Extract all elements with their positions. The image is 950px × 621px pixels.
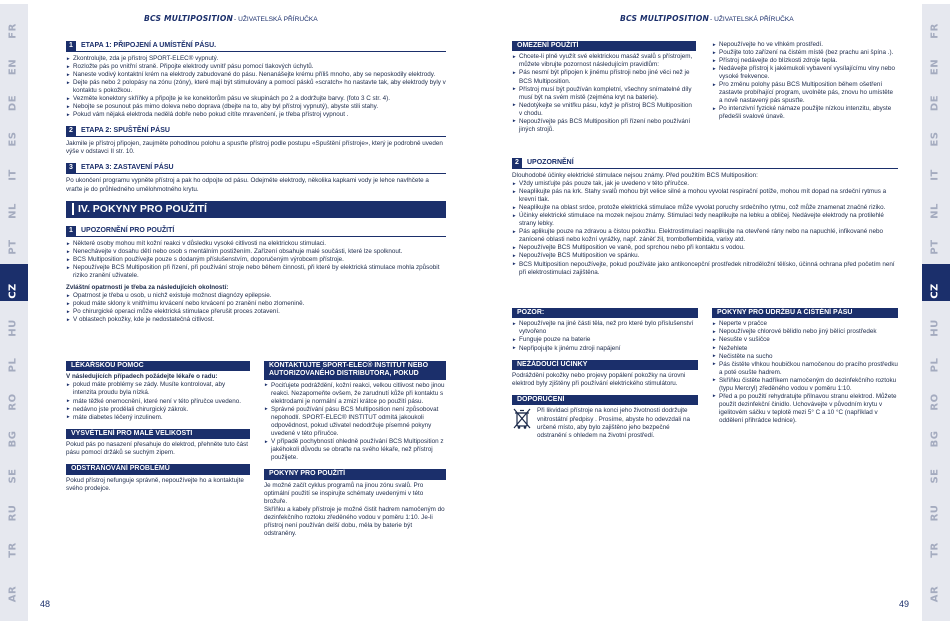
list-item: ► Nepoužívejte pás BCS Multiposition při řízení nebo používání jiných strojů. — [512, 118, 696, 134]
list-item: ► Naneste vodivý kontaktní krém na elektrody zabudované do pásu. Nenanášejte krému příliš mnoho, aby se neposkodily elektrody. — [66, 71, 446, 79]
step-2-text: Jakmile je přístroj připojen, zaujměte pohodlnou polohu a spusťte přístroj podle postupu «Spuštění přístroje», který je podrobně uveden výše v odstavci II str. 10. — [66, 140, 443, 156]
section-number: 2 — [66, 126, 76, 136]
right-page-col-a — [512, 308, 698, 447]
lang-tab-fr[interactable]: FR — [922, 4, 950, 58]
section-heading — [66, 41, 446, 52]
section-number: 1 — [66, 226, 76, 236]
list-item: ► Nepoužívejte BCS Multiposition ve spánku. — [512, 252, 898, 260]
page-number-left: 48 — [40, 599, 51, 609]
list-item: ► BCS Multiposition používejte pouze s dodaným příslušenstvím, doporučeným výrobcem přístroje. — [66, 256, 446, 264]
lang-tab-bg[interactable]: BG — [0, 412, 28, 466]
small-size-section — [66, 429, 250, 457]
chapter-title: IV. POKYNY PRO POUŽITÍ — [66, 201, 446, 218]
list-item: ► V případě pochybností ohledně používání BCS Multiposition z jakéhokoli důvodu se obraťte na svého lékaře, než přístroj použijete. — [264, 438, 446, 462]
lang-tab-bg[interactable]: BG — [922, 412, 950, 466]
limitations-section — [512, 41, 696, 134]
header-subtitle: - UŽIVATELSKÁ PŘÍRUČKA — [710, 16, 794, 23]
header-subtitle: - UŽIVATELSKÁ PŘÍRUČKA — [234, 16, 318, 23]
step-1-list — [66, 55, 446, 119]
usage-text: Je možné začít cyklus programů na jinou zónu svalů. Pro optimální použití se inspirujte schématy uvedenými v této brožuře. — [264, 481, 424, 505]
list-item: ► Účinky elektrické stimulace na mozek nejsou známy. Stimulaci tedy neaplikujte na lebku a obličej. Nedávejte elektrody na protilehlé strany lebky. — [512, 212, 898, 228]
lang-tab-pl[interactable]: PL — [922, 338, 950, 392]
section-number: 3 — [66, 163, 76, 173]
warning-2-section — [512, 158, 898, 277]
list-item: ► Nečistěte na sucho — [712, 353, 898, 361]
section-title: KONTAKTUJTE SPORT-ELEC® INSTITUT NEBO AUTORIZOVANÉHO DISTRIBUTORA, POKUD — [264, 361, 446, 380]
lang-tab-it[interactable]: IT — [0, 148, 28, 202]
list-item: ► Rozložte pás po vnitřní straně. Připojte elektrody uvnitř pásu pomocí tlakových úchytů. — [66, 63, 446, 71]
step-3-text: Po ukončení programu vypněte přístroj a pak ho odpojte od pásu. Odejměte elektrody, několika kapkami vody je lehce navlhčete a vraťte je do průhledného umělohmotného krytu. — [66, 177, 429, 193]
lang-tab-de[interactable]: DE — [922, 76, 950, 130]
section-title: ETAPA 3: ZASTAVENÍ PÁSU — [81, 163, 174, 171]
section-title: ETAPA 1: PŘIPOJENÍ A UMÍSTĚNÍ PÁSU. — [81, 41, 217, 49]
lang-tab-ar[interactable]: AR — [0, 567, 28, 621]
lang-tab-tr[interactable]: TR — [922, 523, 950, 577]
step-3-section — [66, 163, 446, 193]
lang-tab-pl[interactable]: PL — [0, 338, 28, 392]
list-item: ► Pás aplikujte pouze na zdravou a čistou pokožku. Elektrostimulaci neaplikujte na otevřené rány nebo na napuchlé, infikované nebo zanícené oblasti nebo kožní vyrážky, např. záněť žil, tromboflembitida, varixy atd. — [512, 228, 898, 244]
list-item: ► Některé osoby mohou mít kožní reakci v důsledku vysoké citlivosti na elektrickou stimulaci. — [66, 240, 446, 248]
warnings-list — [66, 240, 446, 280]
warning-2-intro: Dlouhodobé účinky elektrické stimulace nejsou známy. Před použitím BCS Multiposition: — [512, 172, 758, 179]
list-item: ► Správné používání pásu BCS Multiposition není způsobovat nepohodlí. SPORT-ELEC® INSTITUT odmítá jakoukoli odpovědnost, pokud uživatel nedodržuje písemné pokyny uvedené v této příručce. — [264, 406, 446, 438]
section-heading — [66, 226, 446, 237]
limitations-list-continued — [712, 41, 898, 121]
list-item: ► Chcete-li plně využít své elektrickou masáž svalů s přístrojem, můžete vibrujte pozornost následujícím pravidlům: — [512, 53, 696, 69]
list-item: ► pokud máte problémy se zády. Musíte kontrolovat, aby intenzita proudu byla nízká. — [66, 381, 250, 397]
list-item: ► Nežehlete — [712, 345, 898, 353]
warning-2-list — [512, 180, 898, 277]
list-item: ► Přístroj musí být používán kompletní, všechny snímatelné díly musí být na svém místě (zejména kryt na baterie). — [512, 86, 696, 102]
list-item: ► V oblastech pokožky, kde je nedostatečná citlivost. — [66, 316, 446, 324]
side-effects-section — [512, 360, 698, 388]
left-page-col-b — [264, 361, 446, 545]
usage-section — [264, 469, 446, 538]
section-title: OMEZENÍ POUŽITÍ — [512, 41, 696, 51]
list-item: ► BCS Multiposition nepoužívejte, pokud používáte jako antikoncepční prostředek nitroděložní tělísko, účinná ochrana před početím není při elektrostimulaci zajištěna. — [512, 261, 898, 277]
lang-tab-en[interactable]: EN — [922, 40, 950, 94]
list-item: ► Nenechávejte v dosahu dětí nebo osob s mentálním postižením. Zařízení obsahuje malé součásti, které lze spolknout. — [66, 248, 446, 256]
left-page-col-a — [66, 361, 250, 500]
list-item: ► Dejte pás nebo 2 polopásy na zónu (zóny), které mají být stimulovány a pomocí pásků «scratch» ho nastavte tak, aby elektrody byly v kontaktu s pokožkou. — [66, 79, 446, 95]
lang-tab-tr[interactable]: TR — [0, 523, 28, 577]
lang-tab-pt[interactable]: PT — [0, 220, 28, 274]
side-effects-text: Podráždění pokožky nebo projevy popálení pokožky na úrovni elektrod byly zjištěny při používání elektrického stimulátoru. — [512, 371, 686, 388]
list-item: ► Vždy umisťujte pás pouze tak, jak je uvedeno v této příručce. — [512, 180, 898, 188]
list-item: ► nedávno jste prodělali chirurgický zákrok. — [66, 406, 250, 414]
list-item: ► Po chirurgické operaci může elektrická stimulace přerušit proces zotavení. — [66, 308, 446, 316]
usage-text: Skříňku a kabely přístroje je možné čistit hadrem namočeným do dezinfekčního roztoku zředěného vodou v poměru 1:10. Je-li přístroj není používán delší dobu, měla by baterie být odstraněny. — [264, 505, 445, 537]
doctor-list — [66, 381, 250, 421]
list-item: ► Funguje pouze na baterie — [512, 336, 698, 344]
list-item: ► pokud máte sklony k vnitřnímu krvácení nebo krvácení po zranění nebo zlomenině. — [66, 300, 446, 308]
lang-tab-de[interactable]: DE — [0, 76, 28, 130]
lang-tab-se[interactable]: SE — [0, 449, 28, 503]
small-size-text: Pokud pás po nasazení přesahuje do elektrod, přehněte tuto část pásu pomocí držáků se suchým zipem. — [66, 441, 249, 457]
list-item: ► Nepoužívejte ho ve vlhkém prostředí. — [712, 41, 898, 49]
troubleshoot-section — [66, 464, 250, 492]
section-title: ETAPA 2: SPUŠTĚNÍ PÁSU — [81, 126, 170, 134]
brand-logo: BCS MULTIPOSITION — [620, 14, 710, 23]
lang-tab-es[interactable]: ES — [0, 112, 28, 166]
list-item: ► Přístroj nedávejte do blízkosti zdroje tepla. — [712, 57, 898, 65]
list-item: ► Skříňku čistěte hadříkem namočeným do dezinfekčního roztoku (typu Mercryl) zředěného vodou v poměru 1:10. — [712, 377, 898, 393]
list-item: ► Pás nesmí být připojen k jinému přístroji nebo jiné věci než je BCS Multiposition. — [512, 69, 696, 85]
attention-section — [512, 308, 698, 353]
special-care-heading: Zvláštní opatrnosti je třeba za následujících okolností: — [66, 284, 229, 292]
lang-tab-nl[interactable]: NL — [922, 184, 950, 238]
lang-tab-ro[interactable]: RO — [0, 375, 28, 429]
right-page-header — [620, 14, 794, 26]
lang-tab-ru[interactable]: RU — [922, 486, 950, 540]
list-item: ► Nepoužívejte chlorové bělidlo nebo jiný bělící prostředek — [712, 328, 898, 336]
section-heading — [66, 163, 446, 174]
contact-list — [264, 382, 446, 462]
brand-logo: BCS MULTIPOSITION — [144, 14, 234, 23]
section-title: POKYNY PRO ÚDRŽBU A ČIŠTĚNÍ PÁSU — [712, 308, 898, 318]
lang-tab-hu[interactable]: HU — [0, 301, 28, 355]
left-page-top — [66, 41, 446, 331]
list-item: ► Nepoužívejte na jiné části těla, než pro které bylo příslušenství vytvořeno — [512, 320, 698, 336]
lang-tab-hu[interactable]: HU — [922, 301, 950, 355]
list-item: ► Pro změnu polohy pásu BCS Multiposition během ošetření zastavte probíhající program, uvolněte pás, znovu ho umístěte a nově nastavený pás spusťte. — [712, 81, 898, 105]
lang-tab-cz[interactable]: CZ — [922, 264, 950, 318]
lang-tab-es[interactable]: ES — [922, 112, 950, 166]
section-number: 2 — [512, 158, 522, 168]
list-item: ► Nebojte se posunout pás mimo doleva nebo doprava (dbejte na to, aby byl přístroj vypnutý), abyste stili stahy. — [66, 103, 446, 111]
list-item: ► Pociťujete podráždění, kožní reakci, velkou citlivost nebo jinou reakci. Nezapomeňte ovšem, že zarudnutí kůže při kontaktu s elektrodami je normální a zmizí krátce po použití pásu. — [264, 382, 446, 406]
section-heading — [512, 158, 898, 169]
list-item: ► Nepřipojujte k jinému zdroji napájení — [512, 345, 698, 353]
list-item: ► Neperte v pračce — [712, 320, 898, 328]
right-page-col-b — [712, 308, 898, 432]
lang-tab-cz[interactable]: CZ — [0, 264, 28, 318]
list-item: ► Po intenzivní fyzické námaze použijte nízkou intenzitu, abyste předešli svalové únavě. — [712, 105, 898, 121]
doctor-section — [66, 361, 250, 422]
limitations-list — [512, 53, 696, 133]
right-page-limitations-a — [512, 41, 696, 141]
lang-tab-it[interactable]: IT — [922, 148, 950, 202]
section-title: POKYNY PRO POUŽITÍ — [264, 469, 446, 479]
lang-tab-en[interactable]: EN — [0, 40, 28, 94]
list-item: ► máte diabetes léčený inzulinem. — [66, 414, 250, 422]
recommendation-section — [512, 395, 698, 440]
section-heading — [66, 126, 446, 137]
list-item: ► Nepoužívejte BCS Multiposition při řízení, při používání stroje nebo během činnosti, při které by elektrická stimulace mohla způsobit riziko zranění uživatele. — [66, 264, 446, 280]
doctor-intro: V následujících případech požádejte lékaře o radu: — [66, 373, 218, 381]
right-page-warning — [512, 158, 898, 284]
recommendation-text: Při likvidaci přístroje na konci jeho životnosti dodržujte vnitrostátní předpisy . Prosíme, abyste ho odevzdali na určené místo, aby bylo zajištěno jeho bezpečné odstranění s ohledem na životní prostředí. — [537, 407, 690, 439]
section-title: UPOZORNĚNÍ — [527, 158, 574, 166]
step-2-section — [66, 126, 446, 156]
section-title: LÉKAŘSKOU POMOC — [66, 361, 250, 371]
section-title: ODSTRAŇOVÁNÍ PROBLÉMŮ — [66, 464, 250, 474]
list-item: ► Vezměte konektory skříňky a připojte je ke konektorům pásu ve skupinách po 2 a dodržujte barvy. (foto 3 C str. 4). — [66, 95, 446, 103]
section-title: POZOR: — [512, 308, 698, 318]
list-item: ► Pokud vám nějaká elektroda nedělá dobře nebo pokud cítíte mravenčení, je třeba přístroj vypnout . — [66, 111, 446, 119]
special-care-list — [66, 292, 446, 324]
list-item: ► Nesušte v sušičce — [712, 336, 898, 344]
section-title: UPOZORNĚNÍ PRO POUŽITÍ — [81, 226, 175, 234]
list-item: ► Nedotýkejte se vnitřku pásu, když je přístroj BCS Multiposition v chodu. — [512, 102, 696, 118]
section-title: NEŽÁDOUCÍ ÚČINKY — [512, 360, 698, 370]
lang-tab-ro[interactable]: RO — [922, 375, 950, 429]
list-item: ► Opatrnost je třeba u osob, u nichž existuje možnost diagnózy epilepsie. — [66, 292, 446, 300]
list-item: ► Neaplikujte pás na krk. Stahy svalů mohou být velice silné a mohou vyvolat respirační potíže, mohou mít dopad na srdeční rytmus a krevní tlak. — [512, 188, 898, 204]
list-item: ► Nedávejte přístroj k jakémukoli vybavení vysílajícímu vlny nebo vysoké frekvence. — [712, 65, 898, 81]
lang-tab-pt[interactable]: PT — [922, 220, 950, 274]
list-item: ► Nepoužívejte BCS Multiposition ve vaně, pod sprchou nebo při kontaktu s vodou. — [512, 244, 898, 252]
list-item: ► Před a po použití rehydratujte přilnavou stranu elektrod. Můžete použít dezinfekční činidlo. Uchovávejte v původním krytu v igelitovém sáčku v teplotě mezi 5° C a 10 °C (například v oddělení přihrádce lednice). — [712, 393, 898, 425]
lang-tab-fr[interactable]: FR — [0, 4, 28, 58]
section-title: VYSVĚTLENÍ PRO MALÉ VELIKOSTI — [66, 429, 250, 439]
maintenance-list — [712, 320, 898, 425]
recommendation-row — [512, 407, 698, 439]
contact-section — [264, 361, 446, 462]
list-item: ► Pás čistěte vlhkou houbičkou namočenou do pracího prostředku a poté osušte hadrem. — [712, 361, 898, 377]
lang-tab-ru[interactable]: RU — [0, 486, 28, 540]
troubleshoot-text: Pokud přístroj nefunguje správně, nepoužívejte ho a kontaktujte svého prodejce. — [66, 476, 244, 492]
step-1-section — [66, 41, 446, 119]
attention-list — [512, 320, 698, 352]
maintenance-section — [712, 308, 898, 425]
list-item: ► máte těžké onemocnění, které není v této příručce uvedeno. — [66, 398, 250, 406]
warnings-section — [66, 226, 446, 324]
list-item: ► Použijte toto zařízení na čistém místě (bez prachu ani špína .). — [712, 49, 898, 57]
lang-tab-se[interactable]: SE — [922, 449, 950, 503]
lang-tab-nl[interactable]: NL — [0, 184, 28, 238]
crossed-bin-icon — [512, 407, 532, 431]
left-page-header — [144, 14, 318, 26]
section-title: DOPORUČENÍ — [512, 395, 698, 405]
list-item: ► Neaplikujte na oblast srdce, protože elektrická stimulace může vyvolat poruchy srdečního rytmu, což může znamenat značné riziko. — [512, 204, 898, 212]
page-number-right: 49 — [899, 599, 910, 609]
right-page-limitations-b — [712, 41, 898, 121]
list-item: ► Zkontrolujte, zda je přístroj SPORT-ELEC® vypnutý. — [66, 55, 446, 63]
section-number: 1 — [66, 41, 76, 51]
lang-tab-ar[interactable]: AR — [922, 567, 950, 621]
